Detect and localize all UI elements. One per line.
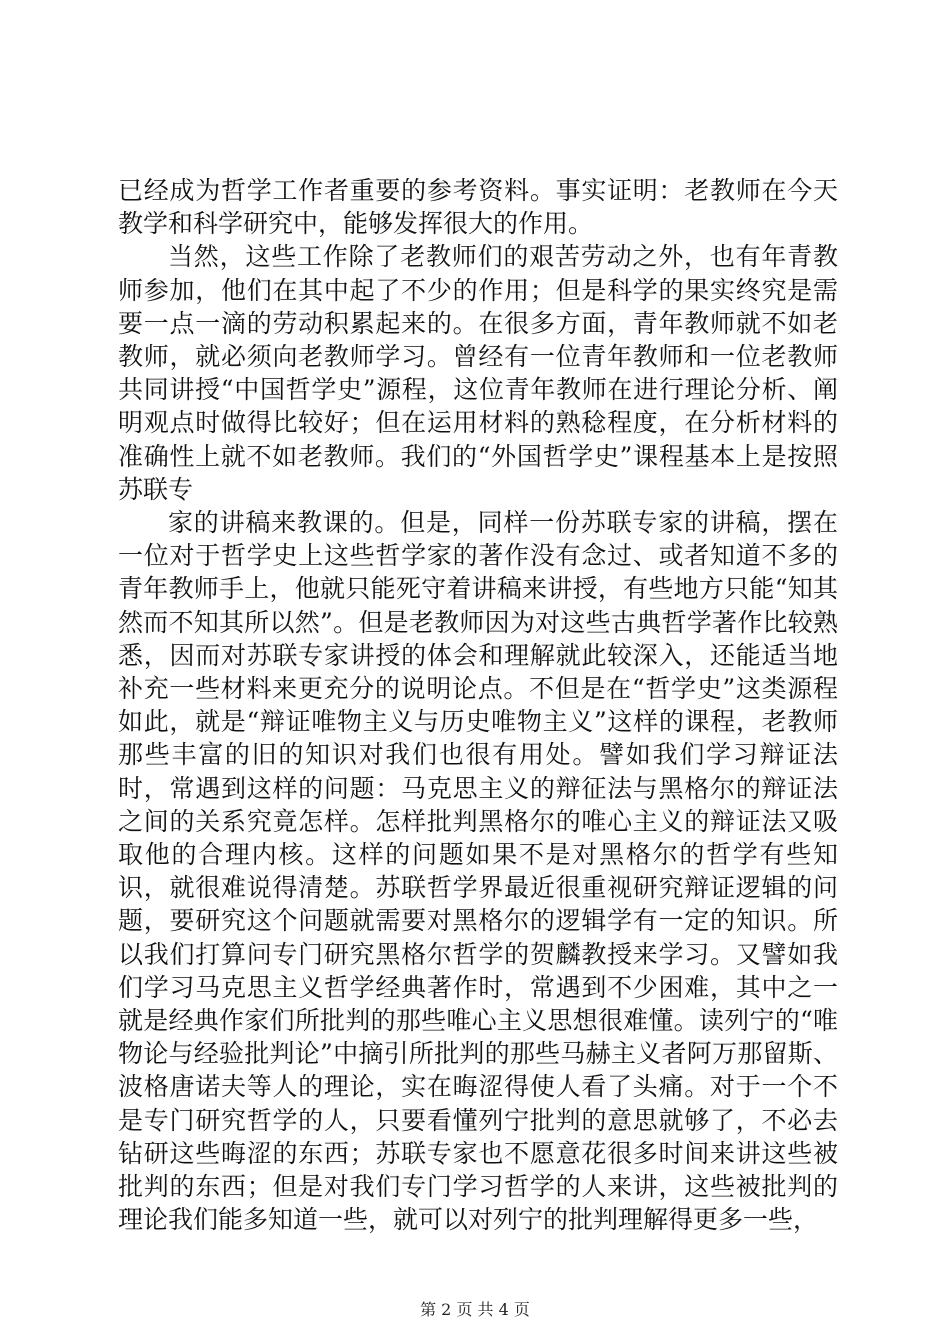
page-footer: 第 2 页 共 4 页 bbox=[420, 1300, 530, 1319]
body-text bbox=[118, 174, 838, 1237]
paragraph-soviet-lectures: 家的讲稿来教课的。但是，同样一份苏联专家的讲稿，摆在一位对于哲学史上这些哲学家的著作没有念过、或者知道不多的青年教师手上，他就只能死守着讲稿来讲授，有些地方只能“知其然而不知其所以然”。但是老教师因为对这些古典哲学著作比较熟悉，因而对苏联专家讲授的体会和理解就此较深入，还能适当地补充一些材料来更充分的说明论点。不但是在“哲学史”这类源程如此，就是“辩证唯物主义与历史唯物主义”这样的课程，老教师那些丰富的旧的知识对我们也很有用处。譬如我们学习辩证法时，常遇到这样的问题：马克思主义的辩征法与黑格尔的辩证法之间的关系究竟怎样。怎样批判黑格尔的唯心主义的辩证法又吸取他的合理内核。这样的问题如果不是对黑格尔的哲学有些知识，就很难说得清楚。苏联哲学界最近很重视研究辩证逻辑的问题，要研究这个问题就需要对黑格尔的逻辑学有一定的知识。所以我们打算问专门研究黑格尔哲学的贺麟教授来学习。又譬如我们学习马克思主义哲学经典著作时，常遇到不少困难，其中之一就是经典作家们所批判的那些唯心主义思想很难懂。读列宁的“唯物论与经验批判论”中摘引所批判的那些马赫主义者阿万那留斯、波格唐诺夫等人的理论，实在晦涩得使人看了头痛。对于一个不是专门研究哲学的人，只要看懂列宁批判的意思就够了，不必去钻研这些晦涩的东西；苏联专家也不愿意花很多时间来讲这些被批判的东西；但是对我们专门学习哲学的人来讲，这些被批判的理论我们能多知道一些，就可以对列宁的批判理解得更多一些， bbox=[118, 508, 838, 1235]
paragraph-young-teachers: 当然，这些工作除了老教师们的艰苦劳动之外，也有年青教师参加，他们在其中起了不少的作用；但是科学的果实终究是需要一点一滴的劳动积累起来的。在很多方面，青年教师就不如老教师，就必须向老教师学习。曾经有一位青年教师和一位老教师共同讲授“中国哲学史”源程，这位青年教师在进行理论分析、阐明观点时做得比较好；但在运用材料的熟稔程度，在分析材料的准确性上就不如老教师。我们的“外国哲学史”课程基本上是按照苏联专 bbox=[118, 242, 838, 504]
paragraph-continuation: 已经成为哲学工作者重要的参考资料。事实证明：老教师在今天教学和科学研究中，能够发挥很大的作用。 bbox=[118, 176, 838, 239]
